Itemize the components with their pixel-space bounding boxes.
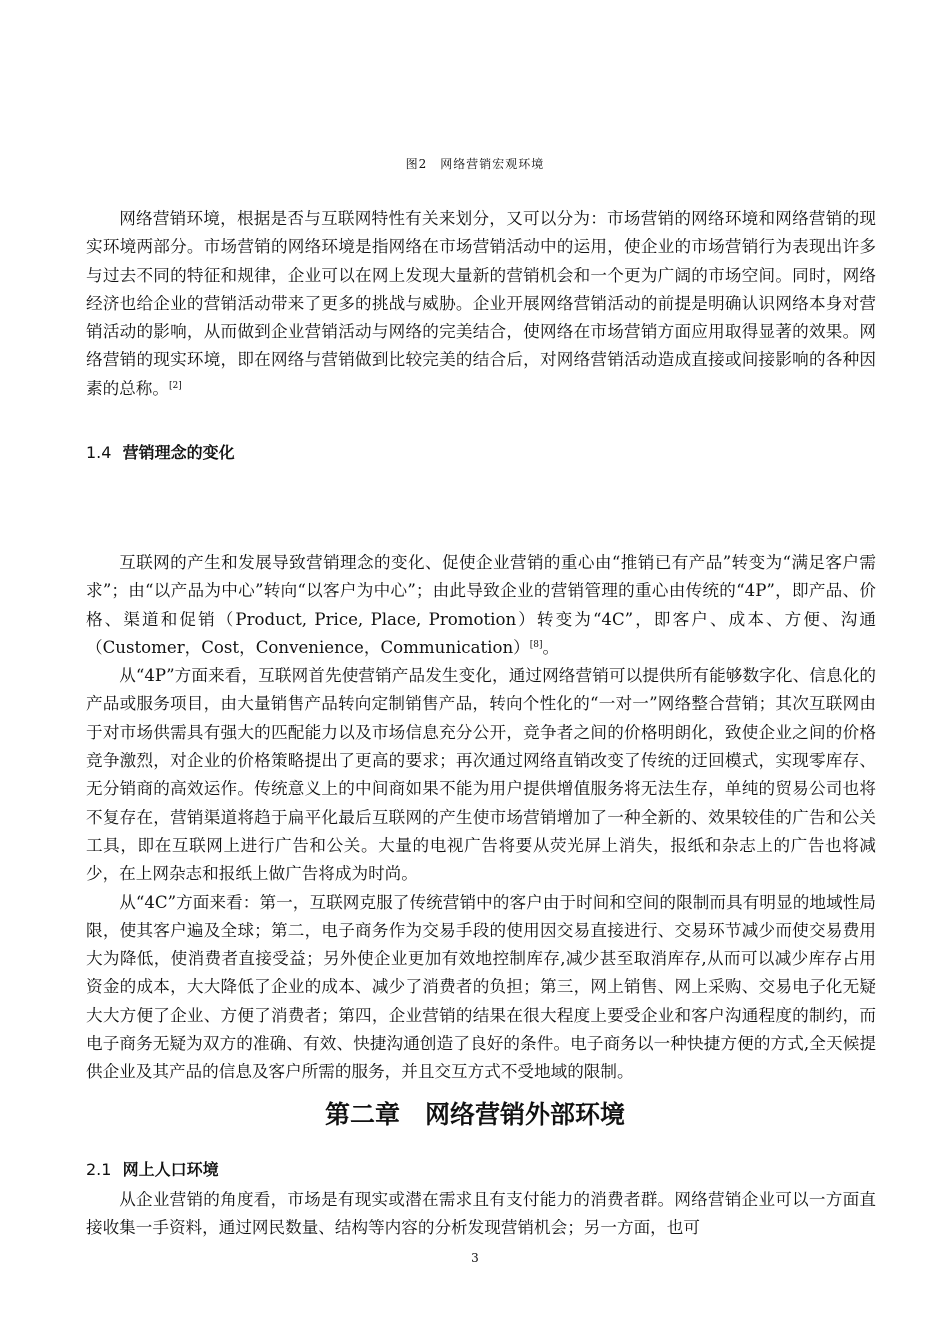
paragraph-4c: 从“4C”方面来看：第一，互联网克服了传统营销中的客户由于时间和空间的限制而具有明显的地域性局限，使其客户遍及全球；第二，电子商务作为交易手段的使用因交易直接进行、交易环节减少而使交易费用大为降低，使消费者直接受益；另外使企业更加有效地控制库存,减少甚至取消库存,从而可以减少库存占用资金的成本，大大降低了企业的成本、减少了消费者的负担；第三，网上销售、网上采购、交易电子化无疑大大方便了企业、方便了消费者；第四，企业营销的结果在很大程度上要受企业和客户沟通程度的制约，而电子商务无疑为双方的准确、有效、快捷沟通创造了良好的条件。电子商务以一种快捷方便的方式,全天候提供企业及其产品的信息及客户所需的服务，并且交互方式不受地域的限制。: [86, 892, 876, 1082]
paragraph-marketing-concept: [86, 549, 876, 662]
paragraph-4p: 从“4P”方面来看，互联网首先使营销产品发生变化，通过网络营销可以提供所有能够数字化、信息化的产品或服务项目，由大量销售产品转向定制销售产品，转向个性化的“一对一”网络整合营销；其次互联网由于对市场供需具有强大的匹配能力以及市场信息充分公开，竞争者之间的价格明朗化，致使企业之间的价格竞争激烈，对企业的价格策略提出了更高的要求；再次通过网络直销改变了传统的迂回模式，实现零库存、无分销商的高效运作。传统意义上的中间商如果不能为用户提供增值服务将无法生存，单纯的贸易公司也将不复存在，营销渠道将趋于扁平化最后互联网的产生使市场营销增加了一种全新的、效果较佳的广告和公关工具，即在互联网上进行广告和公关。大量的电视广告将要从荧光屏上消失，报纸和杂志上的广告也将减少，在上网杂志和报纸上做广告将成为时尚。: [86, 666, 876, 884]
section-heading-1-4: [86, 440, 235, 463]
paragraph-text: 互联网的产生和发展导致营销理念的变化、促使企业营销的重心由“推销已有产品”转变为“满足客户需求”；由“以产品为中心”转向“以客户为中心”；由此导致企业的营销管理的重心由传统的“4P”，即产品、价格、渠道和促销（Product, Price, Place, Promotion）转变为“4C”，即客户、成本、方便、沟通（Customer，Cost，Convenience，Communication）: [86, 553, 876, 657]
paragraph-text: 网络营销环境，根据是否与互联网特性有关来划分，又可以分为：市场营销的网络环境和网络营销的现实环境两部分。市场营销的网络环境是指网络在市场营销活动中的运用，使企业的市场营销行为表现出许多与过去不同的特征和规律，企业可以在网上发现大量新的营销机会和一个更为广阔的市场空间。同时，网络经济也给企业的营销活动带来了更多的挑战与威胁。企业开展网络营销活动的前提是明确认识网络本身对营销活动的影响，从而做到企业营销活动与网络的完美结合，使网络在市场营销方面应用取得显著的效果。网络营销的现实环境，即在网络与营销做到比较完美的结合后，对网络营销活动造成直接或间接影响的各种因素的总称。: [86, 209, 876, 398]
figure-caption: 图2 网络营销宏观环境: [405, 157, 545, 171]
text-block-1: [86, 205, 876, 403]
section-title: 营销理念的变化: [122, 443, 235, 462]
text-block-2: [86, 549, 876, 1087]
section-heading-2-1: [86, 1157, 219, 1180]
section-title: 网上人口环境: [122, 1160, 219, 1179]
chapter-title: 第二章 网络营销外部环境: [324, 1100, 625, 1129]
text-block-3: [86, 1186, 876, 1243]
citation-ref: [2]: [168, 380, 182, 391]
paragraph-tail: 。: [542, 637, 560, 657]
page-number: 3: [471, 1251, 479, 1265]
paragraph-population: 从企业营销的角度看，市场是有现实或潜在需求且有支付能力的消费者群。网络营销企业可以一方面直接收集一手资料，通过网民数量、结构等内容的分析发现营销机会；另一方面，也可: [86, 1190, 876, 1238]
section-number: 2.1: [86, 1160, 112, 1179]
citation-ref: [8]: [529, 639, 543, 650]
paragraph-network-environment: [86, 205, 876, 403]
section-number: 1.4: [86, 443, 112, 462]
